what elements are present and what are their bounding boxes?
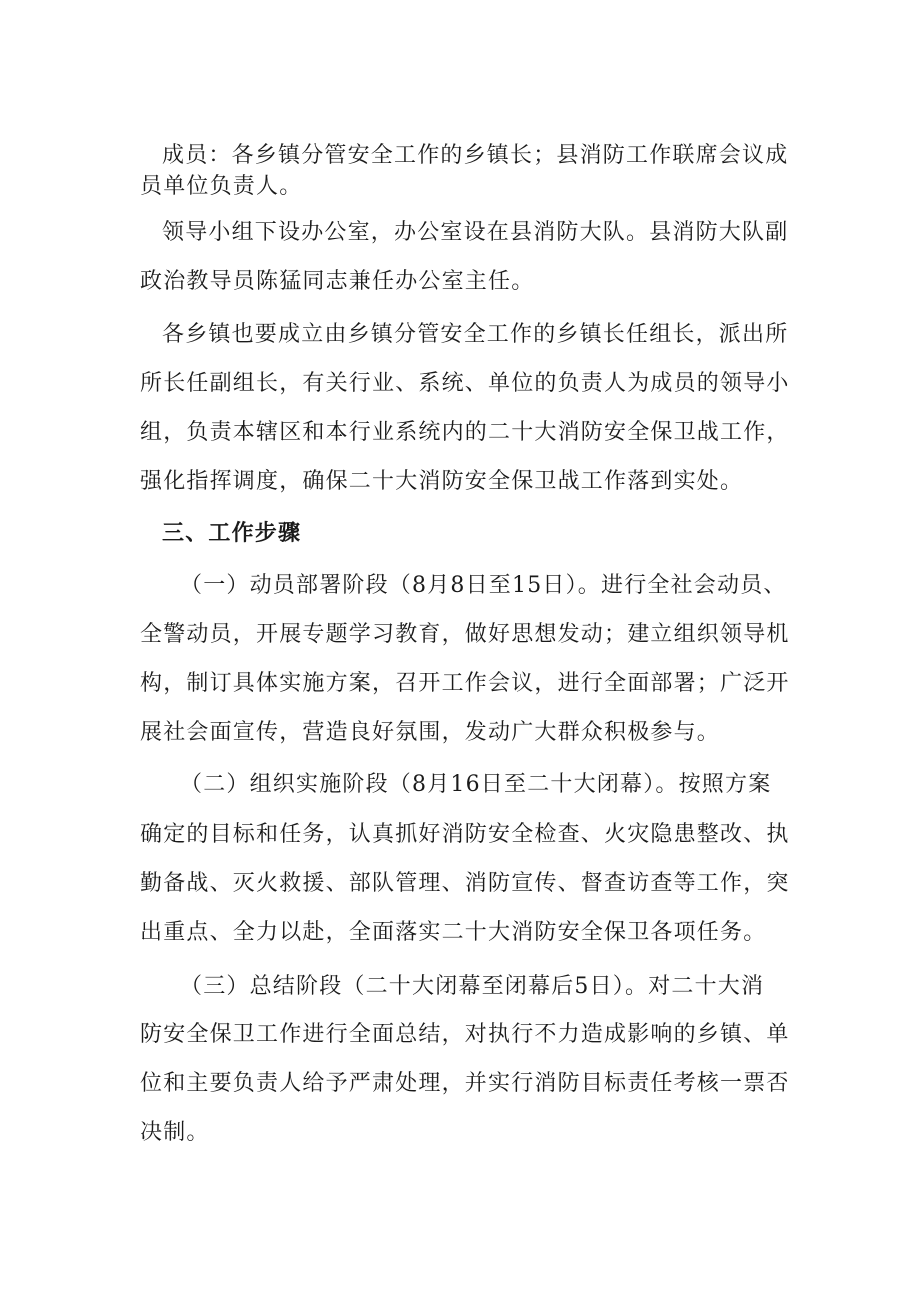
paragraph-line: 领导小组下设办公室，办公室设在县消防大队。县消防大队副 [162,220,789,245]
paragraph-line: 防安全保卫工作进行全面总结，对执行不力造成影响的乡镇、单 [140,1022,790,1047]
paragraph-line: 构，制订具体实施方案，召开工作会议，进行全面部署；广泛开 [140,671,790,696]
paragraph-line: （一）动员部署阶段（8月8日至15日）。进行全社会动员、 [180,573,787,598]
paragraph-line: 各乡镇也要成立由乡镇分管安全工作的乡镇长任组长，派出所 [162,322,789,347]
paragraph-line: 强化指挥调度，确保二十大消防安全保卫战工作落到实处。 [140,469,744,494]
paragraph-line: （三）总结阶段（二十大闭幕至闭幕后5日）。对二十大消 [180,974,765,999]
paragraph-line: 所长任副组长，有关行业、系统、单位的负责人为成员的领导小 [140,371,790,396]
paragraph-line: 确定的目标和任务，认真抓好消防安全检查、火灾隐患整改、执 [140,822,790,847]
paragraph-line: 全警动员，开展专题学习教育，做好思想发动；建立组织领导机 [140,622,790,647]
paragraph-line: 位和主要负责人给予严肃处理，并实行消防目标责任考核一票否 [140,1071,790,1096]
paragraph-line: 展社会面宣传，营造良好氛围，发动广大群众积极参与。 [140,720,721,745]
paragraph-line: 决制。 [140,1120,210,1145]
paragraph-line: 成员：各乡镇分管安全工作的乡镇长；县消防工作联席会议成 [162,143,789,168]
paragraph-line: 组，负责本辖区和本行业系统内的二十大消防安全保卫战工作， [140,420,790,445]
paragraph-line: 政治教导员陈猛同志兼任办公室主任。 [140,269,535,294]
paragraph-line: 出重点、全力以赴，全面落实二十大消防安全保卫各项任务。 [140,920,767,945]
section-heading: 三、工作步骤 [162,521,302,546]
paragraph-line: （二）组织实施阶段（8月16日至二十大闭幕）。按照方案 [180,772,772,797]
paragraph-line: 员单位负责人。 [140,174,303,199]
paragraph-line: 勤备战、灭火救援、部队管理、消防宣传、督查访查等工作，突 [140,871,790,896]
